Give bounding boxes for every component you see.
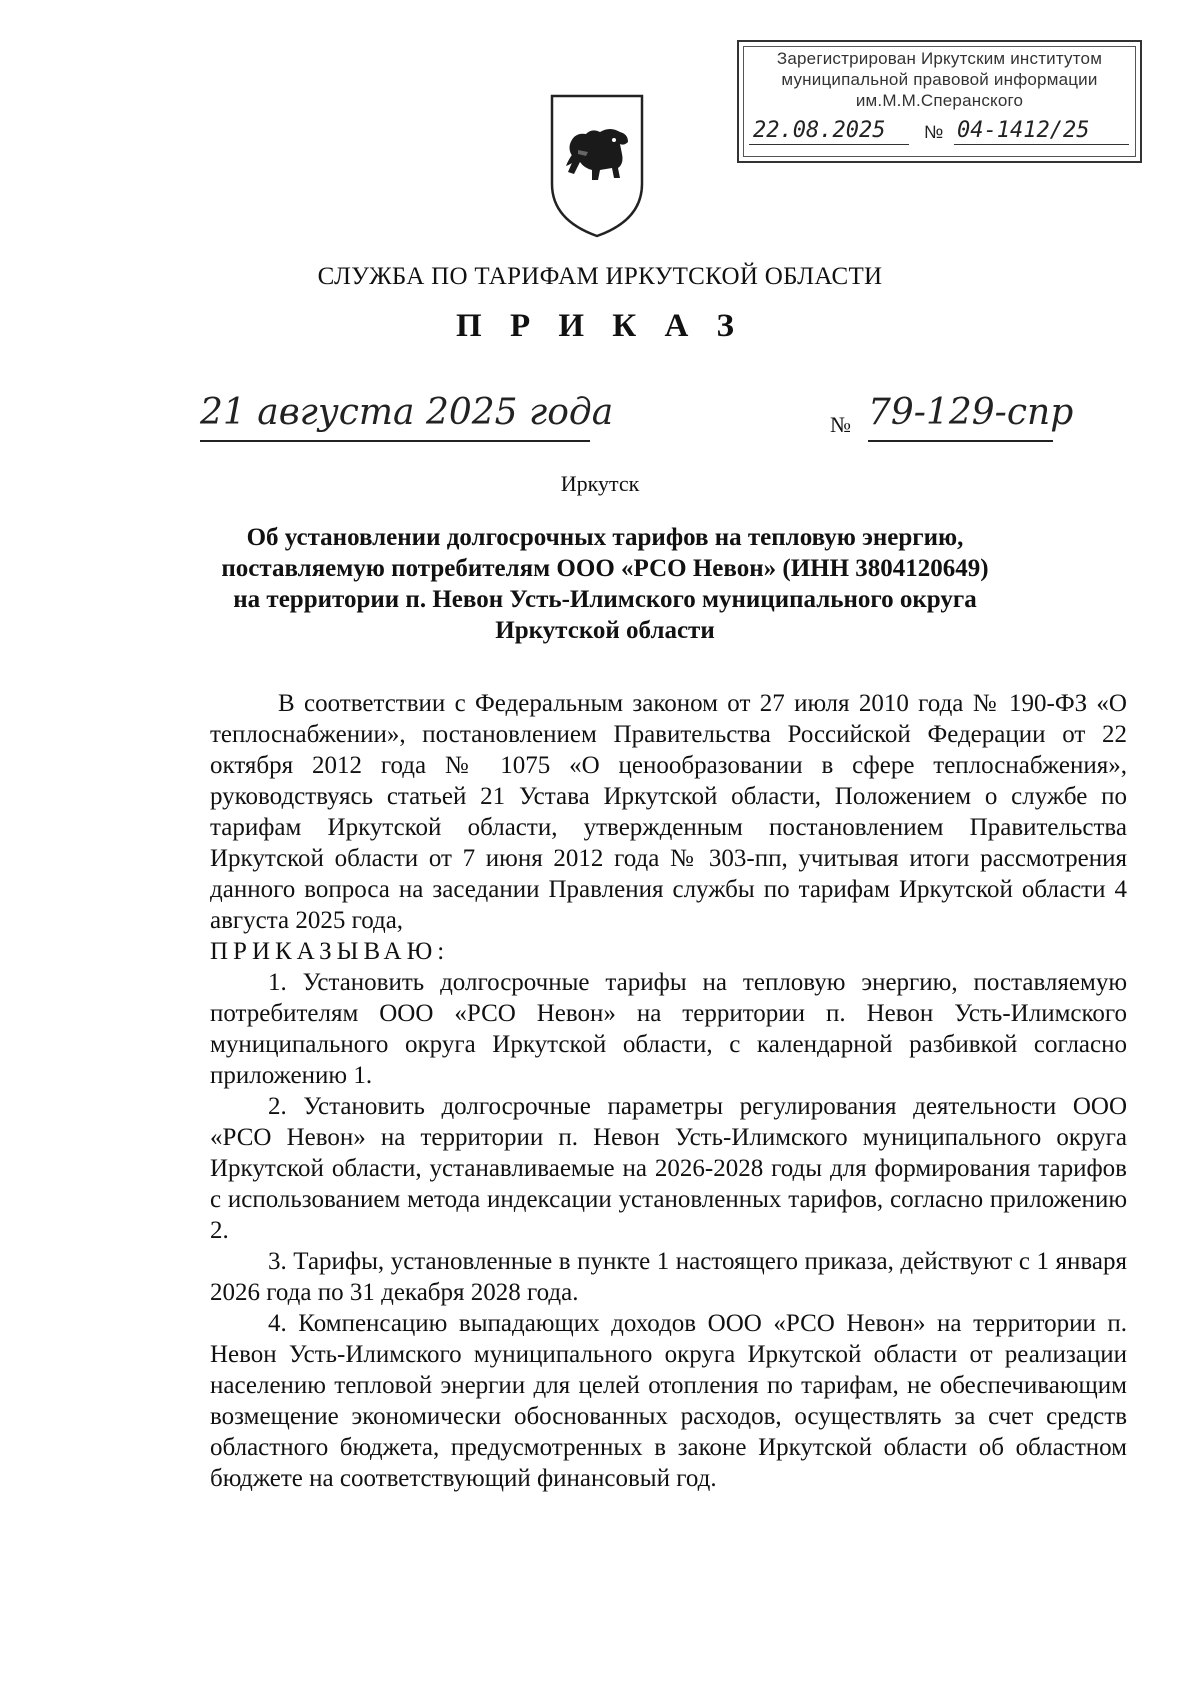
orders-word: ПРИКАЗЫВАЮ: [210, 938, 450, 965]
document-title: П Р И К А З [456, 308, 744, 344]
agency-name: СЛУЖБА ПО ТАРИФАМ ИРКУТСКОЙ ОБЛАСТИ [317, 263, 883, 290]
order-number-handwritten: 79-129-спр [868, 392, 1074, 433]
irkutsk-coat-of-arms-icon [548, 92, 646, 240]
order-number-underline [868, 440, 1053, 442]
stamp-line-3: им.М.М.Сперанского [855, 91, 1024, 110]
registration-stamp [737, 40, 1142, 163]
stamp-number-underline [954, 144, 1129, 145]
order-item-2: 2. Установить долгосрочные параметры регулирования деятельности ООО «РСО Невон» на территории п. Невон Усть-Илимского муниципального округа Иркутской области, устанавливаемые на 2026-2028 годы для формирования тарифов с использованием метода индексации установленных тарифов, согласно приложению 2. [210, 1093, 1127, 1244]
order-item-3: 3. Тарифы, установленные в пункте 1 настоящего приказа, действуют с 1 января 2026 года по 31 декабря 2028 года. [210, 1248, 1127, 1306]
order-item-1: 1. Установить долгосрочные тарифы на тепловую энергию, поставляемую потребителям ООО «РСО Невон» на территории п. Невон Усть-Илимского муниципального округа Иркутской области, с календарной разбивкой согласно приложению 1. [210, 969, 1127, 1089]
document-body [210, 688, 1127, 1494]
stamp-line-2: муниципальной правовой информации [781, 70, 1098, 89]
issue-city: Иркутск [560, 471, 640, 496]
stamp-number-sign: № [924, 122, 944, 142]
stamp-date-underline [749, 144, 909, 145]
order-number-sign: № [830, 412, 851, 437]
stamp-registration-number: 04-1412/25 [957, 118, 1090, 143]
order-item-4: 4. Компенсацию выпадающих доходов ООО «РСО Невон» на территории п. Невон Усть-Илимского муниципального округа Иркутской области от реализации населению тепловой энергии для целей отопления по тарифам, не обеспечивающим возмещение экономически обоснованных расходов, осуществлять за счет средств областного бюджета, предусмотренных в законе Иркутской области об областном бюджете на соответствующий финансовый год. [210, 1310, 1127, 1492]
order-date-handwritten: 21 августа 2025 года [200, 392, 614, 433]
stamp-registration-date: 22.08.2025 [753, 118, 886, 143]
preamble-paragraph: В соответствии с Федеральным законом от 27 июля 2010 года № 190-ФЗ «О теплоснабжении», постановлением Правительства Российской Федерации от 22 октября 2012 года № 1075 «О ценообразовании в сфере теплоснабжения», руководствуясь статьей 21 Устава Иркутской области, Положением о службе по тарифам Иркутской области, утвержденным постановлением Правительства Иркутской области от 7 июня 2012 года № 303-пп, учитывая итоги рассмотрения данного вопроса на заседании Правления службы по тарифам Иркутской области 4 августа 2025 года, [210, 690, 1127, 934]
document-heading: Об установлении долгосрочных тарифов на тепловую энергию, поставляемую потребителям ООО «РСО Невон» (ИНН 3804120649) на территории п. Невон Усть-Илимского муниципального округа Иркутской области [221, 524, 989, 644]
order-date-underline [200, 440, 590, 442]
stamp-line-1: Зарегистрирован Иркутским институтом [776, 49, 1103, 68]
